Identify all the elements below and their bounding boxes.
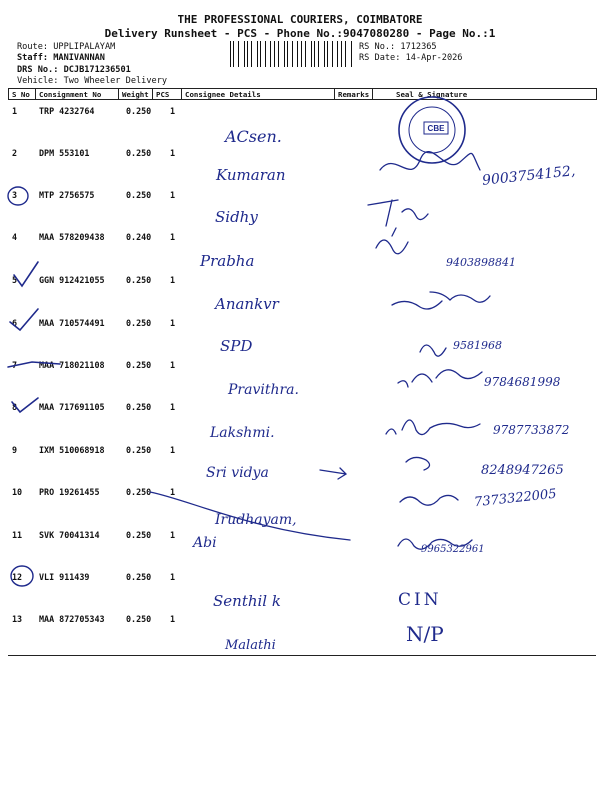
handwritten-signature: 9965322961 xyxy=(421,544,485,555)
row-weight: 0.250 xyxy=(126,445,152,455)
row-consignment: TRP 4232764 xyxy=(39,106,95,116)
handwritten-signature: 9003754152, xyxy=(481,163,577,189)
column-divider xyxy=(118,88,119,100)
column-divider xyxy=(152,88,153,100)
handwritten-signature: 9787733872 xyxy=(493,423,570,437)
table-bottom-border xyxy=(8,655,596,656)
row-sno: 13 xyxy=(12,614,23,624)
column-divider xyxy=(181,88,182,100)
row-consignment: DPM 553101 xyxy=(39,148,90,158)
row-pcs: 1 xyxy=(170,614,176,624)
row-sno: 12 xyxy=(12,572,23,582)
handwritten-signature: 9403898841 xyxy=(446,256,516,269)
col-header-weight: Weight xyxy=(122,90,149,99)
row-sno: 3 xyxy=(12,190,18,200)
handwritten-name: SPD xyxy=(220,337,253,355)
row-sno: 7 xyxy=(12,360,18,370)
handwritten-name: Sri vidya xyxy=(206,465,269,481)
signature-scribble xyxy=(400,495,458,505)
signature-scribble xyxy=(376,228,408,254)
column-divider xyxy=(334,88,335,100)
handwritten-name: Prabha xyxy=(200,252,255,270)
staff-line xyxy=(17,53,105,63)
column-divider xyxy=(596,88,597,100)
row-weight: 0.250 xyxy=(126,148,152,158)
row-sno: 8 xyxy=(12,402,18,412)
handwritten-signature: 7373322005 xyxy=(473,486,558,511)
route-label: Route: UPPLIPALAYAM xyxy=(17,42,116,52)
handwritten-name: Sidhy xyxy=(215,208,258,226)
table-top-border xyxy=(8,88,596,89)
row-consignment: IXM 510068918 xyxy=(39,445,105,455)
row-pcs: 1 xyxy=(170,106,176,116)
stamp-label xyxy=(424,122,448,134)
staff-label: Staff: xyxy=(17,53,49,63)
row-weight: 0.240 xyxy=(126,232,152,242)
col-header-remarks: Remarks xyxy=(338,90,370,99)
row-weight: 0.250 xyxy=(126,530,152,540)
row-pcs: 1 xyxy=(170,318,176,328)
col-header-consignee: Consignee Details xyxy=(185,90,261,99)
row-pcs: 1 xyxy=(170,190,176,200)
row-consignment: GGN 912421055 xyxy=(39,275,105,285)
handwritten-signature: 9784681998 xyxy=(484,375,561,389)
handwritten-name: Abi xyxy=(193,535,217,551)
signature-scribble xyxy=(380,152,480,170)
circle-mark xyxy=(8,187,28,205)
signature-scribble xyxy=(420,345,446,356)
row-weight: 0.250 xyxy=(126,190,152,200)
handwritten-signature: N/P xyxy=(406,622,444,646)
row-weight: 0.250 xyxy=(126,275,152,285)
vehicle-label: Vehicle: Two Wheeler Delivery xyxy=(17,76,168,86)
row-pcs: 1 xyxy=(170,275,176,285)
row-consignment: SVK 70041314 xyxy=(39,530,100,540)
handwritten-signature: CIN xyxy=(398,590,442,610)
signature-scribble xyxy=(392,292,490,309)
company-title: THE PROFESSIONAL COURIERS, COIMBATORE xyxy=(177,13,423,26)
column-divider xyxy=(372,88,373,100)
row-consignment: MTP 2756575 xyxy=(39,190,95,200)
rs-number: RS No.: 1712365 xyxy=(359,42,437,52)
handwritten-name: Irudhayam, xyxy=(215,512,297,528)
column-divider xyxy=(8,88,9,100)
row-weight: 0.250 xyxy=(126,487,152,497)
table-header-border xyxy=(8,99,596,100)
row-consignment: MAA 717691105 xyxy=(39,402,105,412)
row-consignment: MAA 872705343 xyxy=(39,614,105,624)
drs-number: DRS No.: DCJB171236501 xyxy=(17,65,131,75)
row-pcs: 1 xyxy=(170,445,176,455)
rs-date: RS Date: 14-Apr-2026 xyxy=(359,53,463,63)
row-consignment: VLI 911439 xyxy=(39,572,90,582)
svg-text:CBE: CBE xyxy=(427,124,445,133)
row-weight: 0.250 xyxy=(126,614,152,624)
row-sno: 1 xyxy=(12,106,18,116)
row-pcs: 1 xyxy=(170,148,176,158)
signature-scribble xyxy=(406,457,430,470)
handwritten-name: Kumaran xyxy=(216,166,286,184)
signature-scribble xyxy=(386,420,480,435)
row-pcs: 1 xyxy=(170,487,176,497)
row-weight: 0.250 xyxy=(126,318,152,328)
row-consignment: MAA 578209438 xyxy=(39,232,105,242)
row-sno: 6 xyxy=(12,318,18,328)
handwritten-name: ACsen. xyxy=(225,127,282,146)
col-header-sno: S No xyxy=(12,90,30,99)
row-sno: 10 xyxy=(12,487,23,497)
col-header-seal: Seal & Signature xyxy=(396,90,468,99)
handwritten-name: Anankvr xyxy=(215,295,279,313)
column-divider xyxy=(35,88,36,100)
handwritten-signature: 9581968 xyxy=(453,339,502,352)
row-pcs: 1 xyxy=(170,402,176,412)
row-consignment: MAA 718021108 xyxy=(39,360,105,370)
signature-scribble xyxy=(368,200,428,226)
row-sno: 11 xyxy=(12,530,23,540)
handwritten-name: Lakshmi. xyxy=(210,425,275,441)
handwritten-signature: 8248947265 xyxy=(481,463,564,478)
barcode xyxy=(230,41,354,67)
col-header-pcs: PCS xyxy=(156,90,170,99)
arrow-mark xyxy=(320,468,346,479)
row-sno: 2 xyxy=(12,148,18,158)
tick-mark xyxy=(14,262,38,286)
handwritten-name: Malathi xyxy=(225,638,276,653)
company-stamp xyxy=(399,97,465,163)
row-pcs: 1 xyxy=(170,360,176,370)
signature-scribble xyxy=(398,370,482,387)
staff-value: MANIVANNAN xyxy=(53,53,105,63)
row-sno: 5 xyxy=(12,275,18,285)
row-pcs: 1 xyxy=(170,232,176,242)
row-consignment: MAA 710574491 xyxy=(39,318,105,328)
handwritten-name: Senthil k xyxy=(213,592,281,610)
row-consignment: PRO 19261455 xyxy=(39,487,100,497)
row-weight: 0.250 xyxy=(126,572,152,582)
handwritten-name: Pravithra. xyxy=(228,382,299,398)
row-pcs: 1 xyxy=(170,572,176,582)
col-header-consignment: Consignment No xyxy=(39,90,102,99)
runsheet-subtitle: Delivery Runsheet - PCS - Phone No.:9047080280 - Page No.:1 xyxy=(104,27,496,40)
row-sno: 4 xyxy=(12,232,18,242)
row-weight: 0.250 xyxy=(126,106,152,116)
row-sno: 9 xyxy=(12,445,18,455)
row-weight: 0.250 xyxy=(126,360,152,370)
row-weight: 0.250 xyxy=(126,402,152,412)
row-pcs: 1 xyxy=(170,530,176,540)
